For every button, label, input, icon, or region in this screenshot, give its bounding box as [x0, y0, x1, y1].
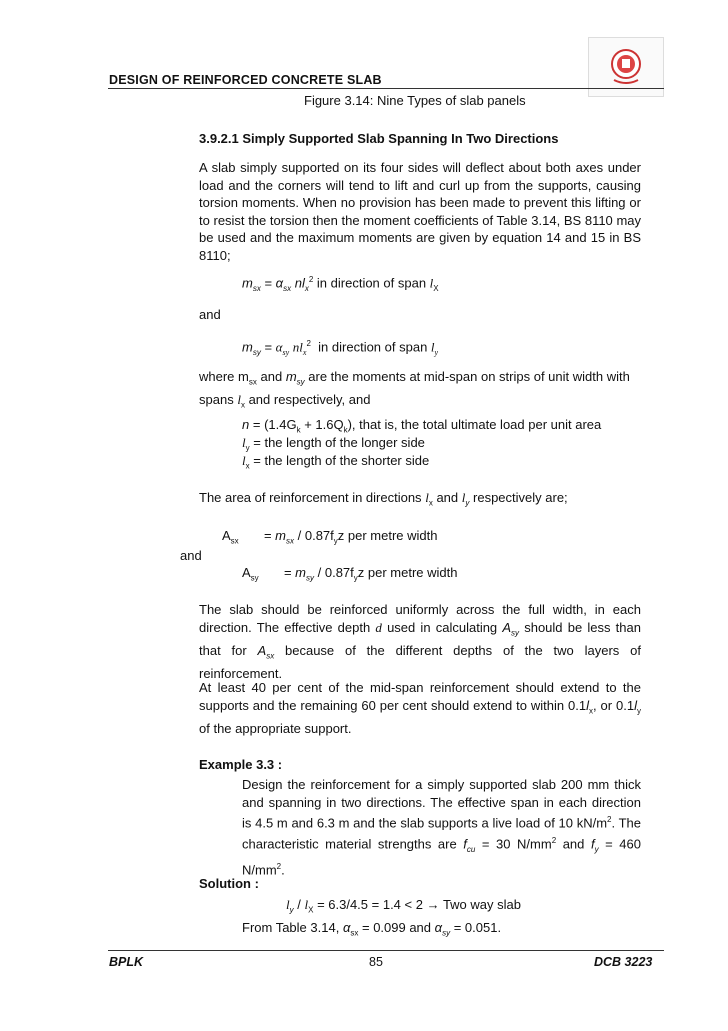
- figure-caption: Figure 3.14: Nine Types of slab panels: [304, 93, 526, 108]
- equation-msx: $m_{sx} = \alpha_{sx}$ $nl_x^2$ in direction of span $l_X$: [242, 275, 439, 293]
- solution-line-2: From Table 3.14, $\alpha_{sx} = 0.099$ and $\alpha_{sy} = 0.051$.: [242, 920, 502, 938]
- header-rule: [108, 88, 664, 89]
- running-header: DESIGN OF REINFORCED CONCRETE SLAB: [109, 73, 382, 87]
- definition-ly: $l_y$ = the length of the longer side: [242, 435, 425, 453]
- page-number: 85: [369, 955, 383, 969]
- example-title: Example 3.3 :: [199, 757, 283, 772]
- definition-lx: $l_x$ = the length of the shorter side: [242, 453, 430, 471]
- footer-right: DCB 3223: [594, 955, 653, 969]
- paragraph-where: where $m_{sx}$ and $m_{sy}$ are the moments at mid-span on strips of unit width with spans $l_x$ and respectively, and: [199, 369, 630, 410]
- equation-asy: $A_{sy}$ = $m_{sy} / 0.87f_yz$ per metre width: [242, 565, 458, 583]
- and-text: and: [199, 307, 221, 322]
- paragraph-intro: A slab simply supported on its four sides will deflect about both axes under load and the corners will tend to lift and curl up from the supports, causing torsion moments. When no provision has been made to prevent this lifting or to resist the torsion then the moment coefficients of Table 3.14, BS 8110 may be used and the maximum moments are given by equation 14 and 15 in BS 8110;: [199, 160, 641, 263]
- equation-msx-direction: in direction of span: [316, 275, 427, 291]
- equation-msy: $m_{sy} = \alpha_{sy}$ $nl_x^2$ in direction of span $l_y$: [242, 339, 439, 357]
- footer-rule: [108, 950, 664, 951]
- paragraph-40-percent: At least 40 per cent of the mid-span reinforcement should extend to the supports and the remaining 60 per cent should extend to within $0.1l_x$, or $0.1l_y$ of the appropriate support.: [199, 680, 641, 736]
- equation-asx: $A_{sx}$ = $m_{sx} / 0.87f_yz$ per metre width: [222, 528, 438, 546]
- solution-title: Solution :: [199, 876, 259, 891]
- example-text: Design the reinforcement for a simply supported slab 200 mm thick and spanning in two directions. The effective span in each direction is 4.5 m and 6.3 m and the slab supports a live load of 10 $kN/m^2$. The characteristic material strengths are $f_{cu} = 30$ $N/mm^2$ and $f_y = 460$ $N/mm^2$.: [242, 777, 641, 878]
- and-text-2: and: [180, 548, 202, 563]
- solution-line-1: $l_y / l_X = 6.3/4.5 = 1.4 < 2$ → Two way slab: [286, 897, 521, 915]
- paragraph-slab-reinforcement: The slab should be reinforced uniformly across the full width, in each direction. The effective depth d used in calculating $A_{sy}$ should be less than that for $A_{sx}$ because of the different depths of the two layers of reinforcement.: [199, 602, 641, 681]
- section-title: 3.9.2.1 Simply Supported Slab Spanning In Two Directions: [199, 131, 559, 146]
- footer-left: BPLK: [109, 955, 144, 969]
- area-intro: The area of reinforcement in directions $l_x$ and $l_y$ respectively are;: [199, 490, 568, 508]
- definition-n: $n = (1.4G_k + 1.6Q_k)$, that is, the total ultimate load per unit area: [242, 417, 602, 435]
- equation-msy-direction: in direction of span: [318, 339, 428, 355]
